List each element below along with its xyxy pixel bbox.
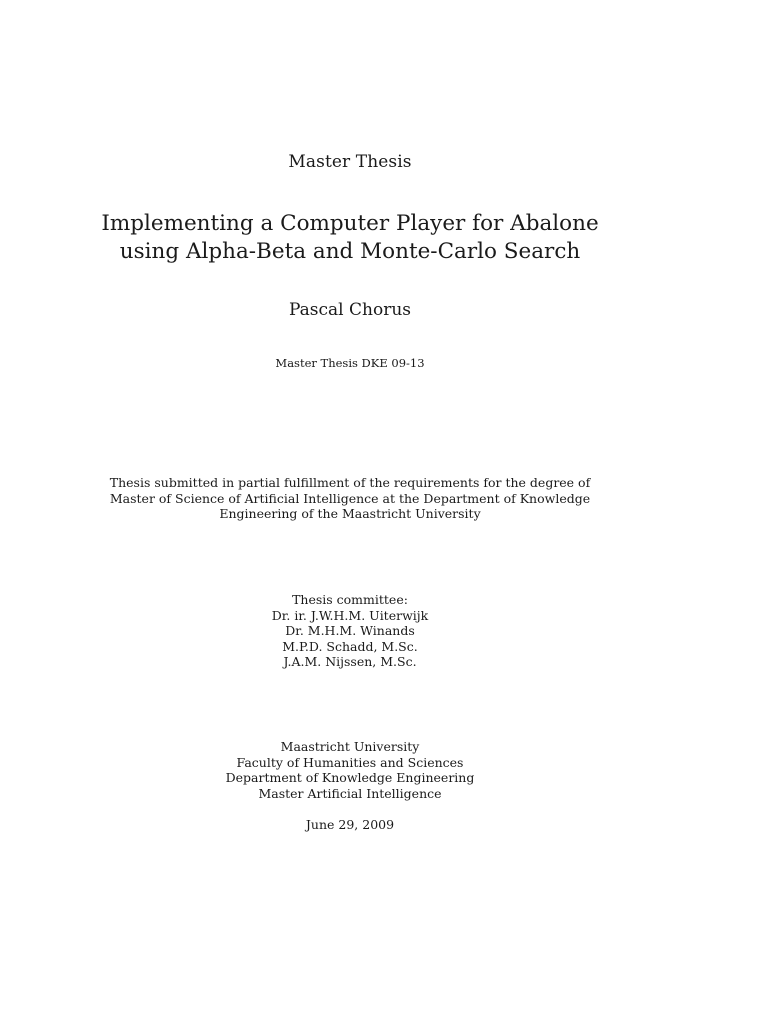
institution-block <box>0 739 700 801</box>
thesis-committee <box>0 592 700 670</box>
committee-heading: Thesis committee: <box>292 592 408 607</box>
committee-member: Dr. M.H.M. Winands <box>285 623 415 638</box>
author-name: Pascal Chorus <box>288 300 412 320</box>
submission-line-3: Engineering of the Maastricht University <box>219 506 481 521</box>
submission-line-2: Master of Science of Artificial Intelligence at the Department of Knowledge <box>109 490 591 506</box>
thesis-type: Master Thesis <box>288 152 412 172</box>
thesis-title-line-1: Implementing a Computer Player for Abalone <box>101 211 599 236</box>
submission-line-1: Thesis submitted in partial fulfillment of the requirements for the degree of <box>109 475 591 490</box>
committee-member: J.A.M. Nijssen, M.Sc. <box>283 654 417 669</box>
department-name: Department of Knowledge Engineering <box>225 770 475 785</box>
committee-member: M.P.D. Schadd, M.Sc. <box>282 638 418 654</box>
committee-member: Dr. ir. J.W.H.M. Uiterwijk <box>271 607 429 623</box>
report-id: Master Thesis DKE 09-13 <box>275 356 425 370</box>
faculty-name: Faculty of Humanities and Sciences <box>236 754 464 770</box>
thesis-title <box>0 210 700 266</box>
university-name: Maastricht University <box>280 739 420 754</box>
thesis-title-line-2: using Alpha-Beta and Monte-Carlo Search <box>119 239 581 264</box>
submission-date: June 29, 2009 <box>305 817 395 832</box>
programme-name: Master Artificial Intelligence <box>258 785 442 801</box>
submission-statement <box>0 475 700 522</box>
